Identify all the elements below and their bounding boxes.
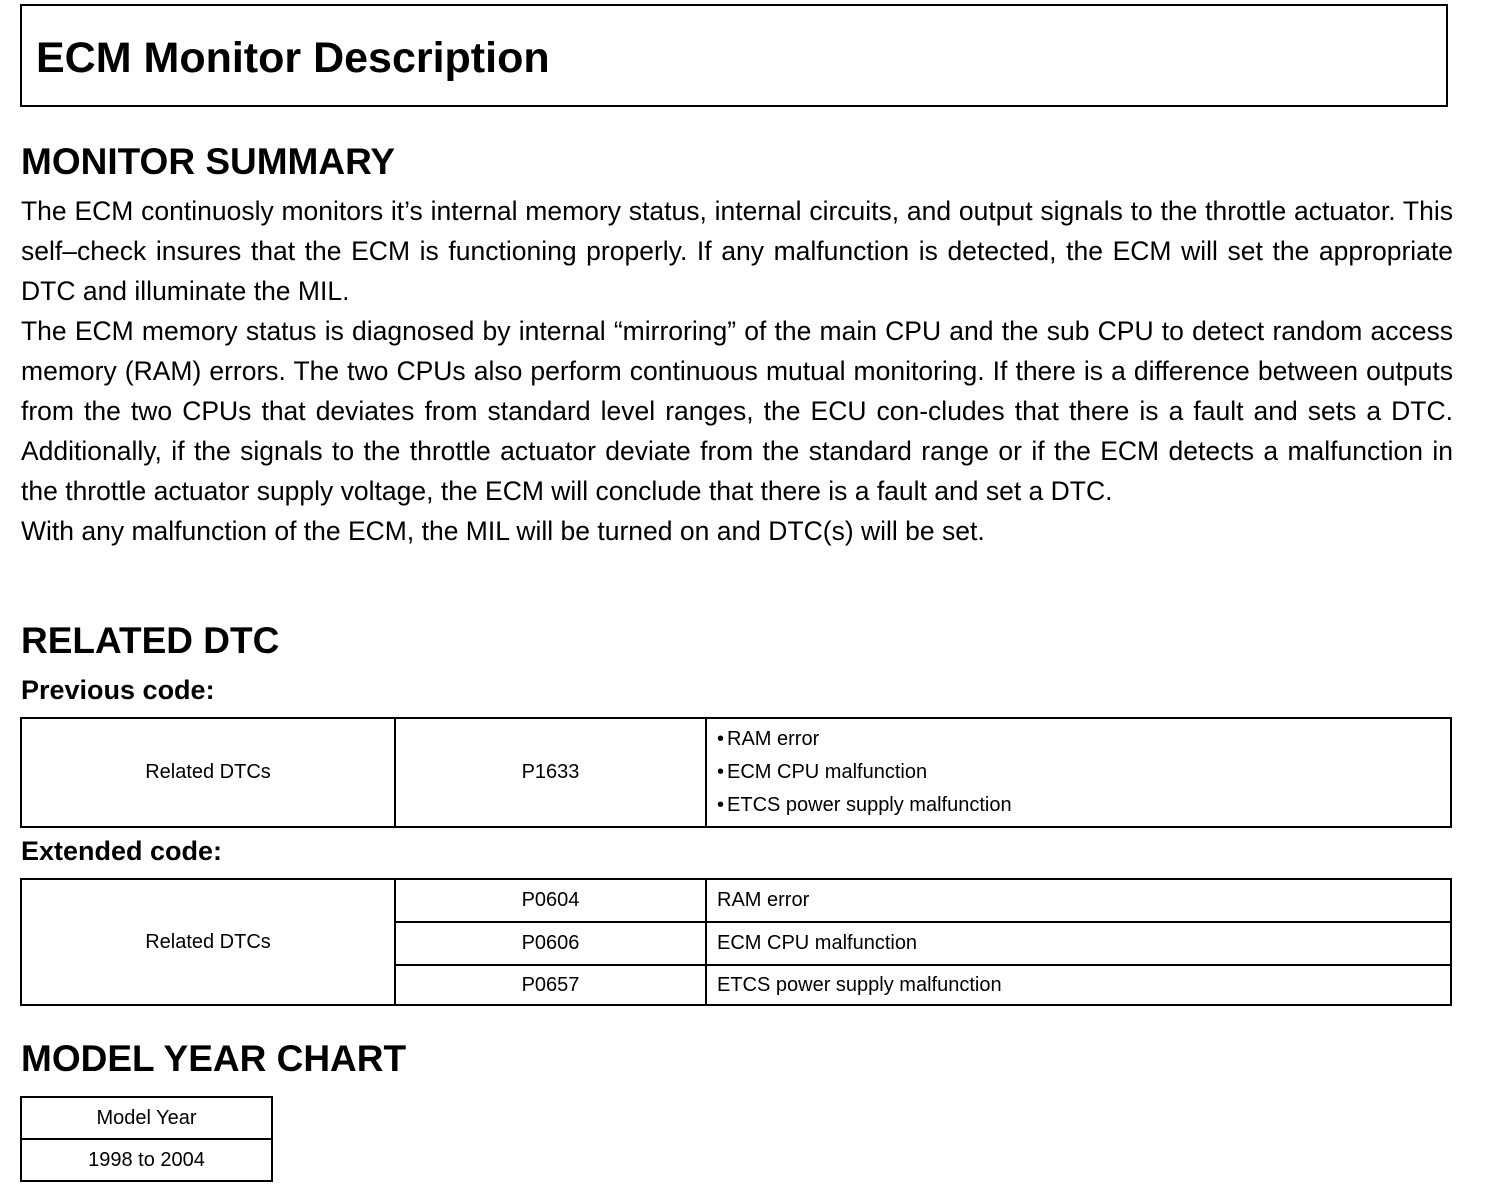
dtc-description: ECM CPU malfunction (706, 922, 1451, 965)
related-dtc-heading: RELATED DTC (21, 620, 280, 661)
summary-paragraph: The ECM continuosly monitors it’s internal memory status, internal circuits, and output signals to the throttle actuator. This self–check insures that the ECM is functioning properly. If any malfunction is detected, the ECM will set the appropriate DTC and illuminate the MIL. (21, 196, 1453, 306)
summary-paragraph: With any malfunction of the ECM, the MIL will be turned on and DTC(s) will be set. (21, 516, 985, 546)
dtc-code: P0657 (395, 965, 706, 1005)
model-year-value: 1998 to 2004 (21, 1139, 272, 1181)
dtc-description: ETCS power supply malfunction (706, 965, 1451, 1005)
model-year-chart-heading: MODEL YEAR CHART (21, 1038, 407, 1079)
bullet-list (717, 723, 1450, 822)
table-row (21, 1097, 272, 1139)
extended-code-label: Extended code: (21, 836, 223, 866)
list-item: • ETCS power supply malfunction (717, 789, 1450, 822)
list-item: • ECM CPU malfunction (717, 756, 1450, 789)
page-title: ECM Monitor Description (36, 34, 550, 82)
dtc-code: P1633 (395, 718, 706, 827)
monitor-summary-text (21, 191, 1453, 551)
model-year-header: Model Year (21, 1097, 272, 1139)
dtc-code: P0604 (395, 879, 706, 922)
monitor-summary-heading: MONITOR SUMMARY (21, 141, 396, 182)
table-row (21, 879, 1451, 922)
related-dtcs-label: Related DTCs (21, 718, 395, 827)
dtc-description-list (706, 718, 1451, 827)
dtc-code: P0606 (395, 922, 706, 965)
table-row (21, 718, 1451, 827)
model-year-table (20, 1096, 273, 1182)
list-item: • RAM error (717, 723, 1450, 756)
dtc-description: RAM error (706, 879, 1451, 922)
previous-code-label: Previous code: (21, 675, 215, 705)
previous-code-table (20, 717, 1452, 828)
summary-paragraph: The ECM memory status is diagnosed by internal “mirroring” of the main CPU and the sub CPU to detect random access memory (RAM) errors. The two CPUs also perform continuous mutual monitoring. If there is a difference between outputs from the two CPUs that deviates from standard level ranges, the ECU con-cludes that there is a fault and sets a DTC. Additionally, if the signals to the throttle actuator deviate from the standard range or if the ECM detects a malfunction in the throttle actuator supply voltage, the ECM will conclude that there is a fault and set a DTC. (21, 316, 1453, 506)
table-row (21, 1139, 272, 1181)
extended-code-table (20, 878, 1452, 1006)
related-dtcs-label: Related DTCs (21, 879, 395, 1005)
title-box (20, 4, 1448, 107)
